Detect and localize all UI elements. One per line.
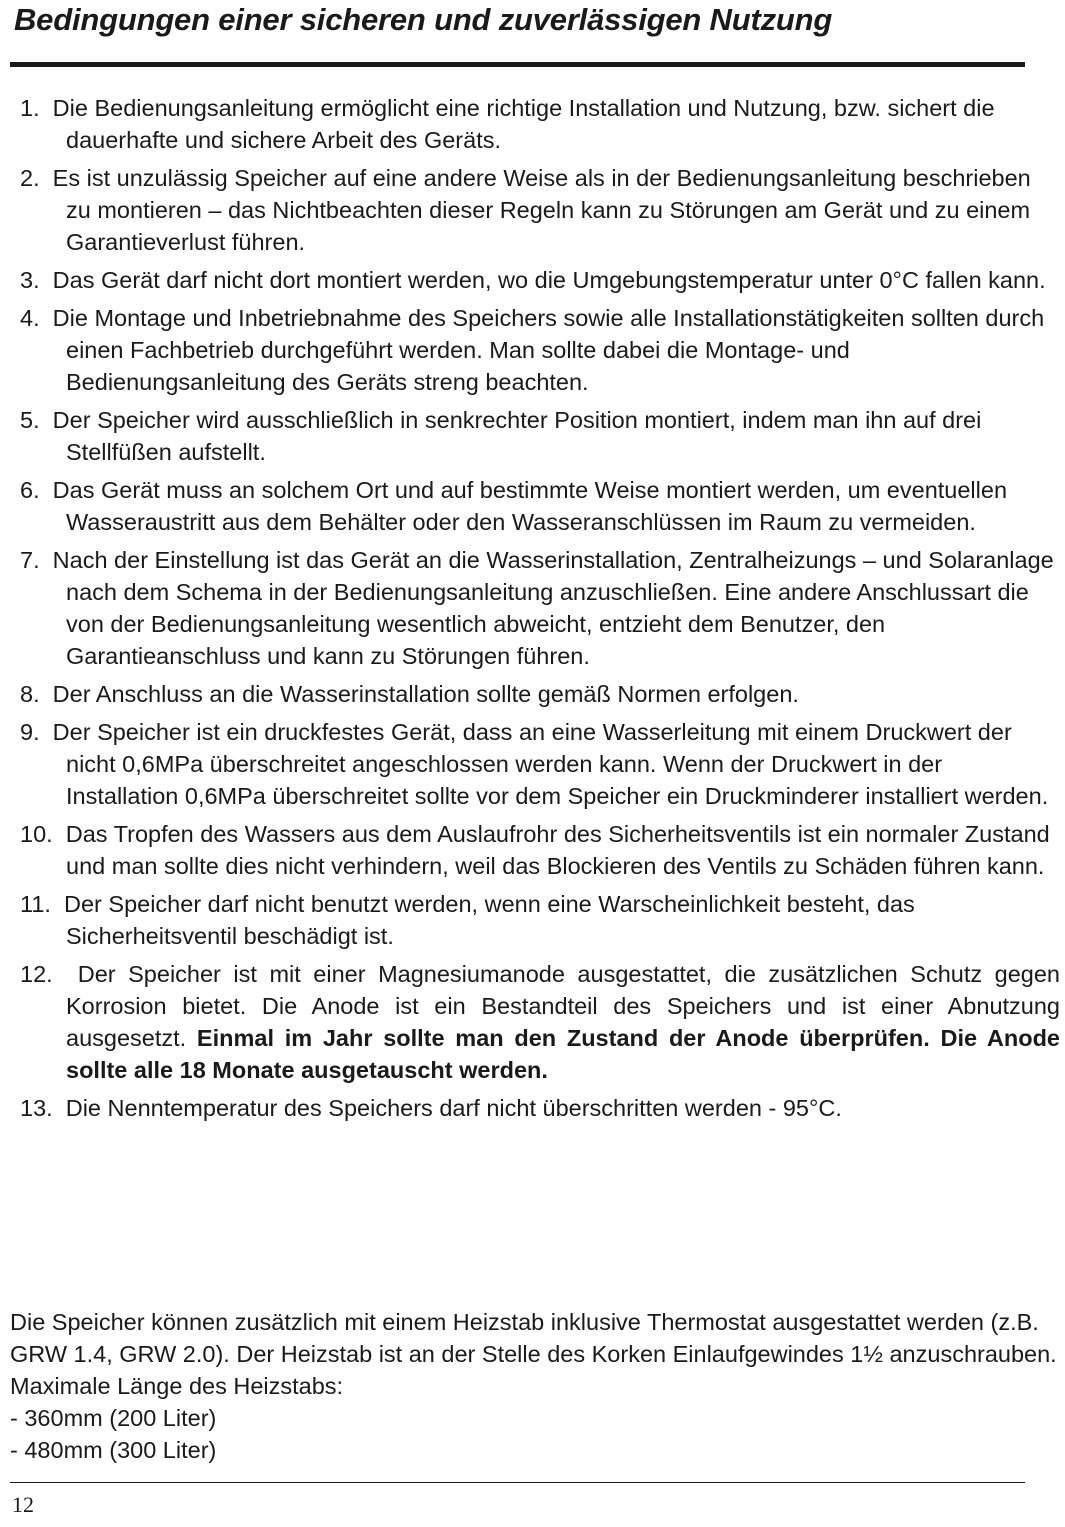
rule-item-8 xyxy=(10,678,1060,710)
heating-rod-paragraph: Die Speicher können zusätzlich mit einem Heizstab inklusive Thermostat ausgestattet werden (z.B. GRW 1.4, GRW 2.0). Der Heizstab ist an der Stelle des Korken Einlaufgewindes 1½ anzuschrauben. Maximale Länge des Heizstabs: xyxy=(10,1309,1057,1399)
rule-item-10 xyxy=(10,818,1060,882)
rule-number: 1. xyxy=(20,95,40,121)
length-item-200: - 360mm (200 Liter) xyxy=(10,1405,217,1431)
rule-item-5 xyxy=(10,404,1060,468)
page-title: Bedingungen einer sicheren und zuverlässigen Nutzung xyxy=(14,2,833,37)
footer-divider xyxy=(10,1482,1025,1483)
rule-number: 8. xyxy=(20,681,40,707)
rule-number: 9. xyxy=(20,719,40,745)
rule-number: 7. xyxy=(20,547,40,573)
rule-item-13 xyxy=(10,1092,1060,1124)
rule-text: Das Gerät muss an solchem Ort und auf bestimmte Weise montiert werden, um eventuellen Wasseraustritt aus dem Behälter oder den Wasseranschlüssen im Raum zu vermeiden. xyxy=(52,477,1008,535)
rule-text: Der Speicher darf nicht benutzt werden, wenn eine Warscheinlichkeit besteht, das Sicherheitsventil beschädigt ist. xyxy=(64,891,915,949)
rule-text: Es ist unzulässig Speicher auf eine andere Weise als in der Bedienungsanleitung beschrieben zu montieren – das Nichtbeachten dieser Regeln kann zu Störungen am Gerät und zu einem Garantieverlust führen. xyxy=(52,165,1031,255)
rule-item-1 xyxy=(10,92,1060,156)
rule-number: 5. xyxy=(20,407,40,433)
rule-number: 6. xyxy=(20,477,40,503)
rule-text: Der Speicher wird ausschließlich in senkrechter Position montiert, indem man ihn auf drei Stellfüßen aufstellt. xyxy=(52,407,982,465)
rule-number: 12. xyxy=(20,961,53,987)
rule-item-12 xyxy=(10,958,1060,1086)
safety-rules-list xyxy=(10,92,1060,1130)
heating-rod-note xyxy=(10,1306,1060,1466)
rule-text: Die Montage und Inbetriebnahme des Speichers sowie alle Installationstätigkeiten sollten durch einen Fachbetrieb durchgeführt werden. Man sollte dabei die Montage- und Bedienungsanleitung des Geräts streng beachten. xyxy=(52,305,1045,395)
rule-number: 4. xyxy=(20,305,40,331)
page-number: 12 xyxy=(12,1492,34,1517)
rule-item-4 xyxy=(10,302,1060,398)
length-item-300: - 480mm (300 Liter) xyxy=(10,1437,217,1463)
rule-number: 11. xyxy=(20,891,51,917)
rule-text: Die Bedienungsanleitung ermöglicht eine richtige Installation und Nutzung, bzw. sichert die dauerhafte und sichere Arbeit des Geräts. xyxy=(52,95,995,153)
rule-item-3 xyxy=(10,264,1060,296)
rule-text: Der Speicher ist ein druckfestes Gerät, dass an eine Wasserleitung mit einem Druckwert der nicht 0,6MPa überschreitet angeschlossen werden kann. Wenn der Druckwert in der Installation 0,6MPa überschreitet sollte vor dem Speicher ein Druckminderer installiert werden. xyxy=(52,719,1049,809)
rule-emphasis-text: Einmal im Jahr sollte man den Zustand der Anode überprüfen. Die Anode sollte alle 18 Monate ausgetauscht werden. xyxy=(66,1025,1060,1083)
rule-number: 3. xyxy=(20,267,40,293)
rule-number: 13. xyxy=(20,1095,53,1121)
rule-text: Das Tropfen des Wassers aus dem Auslaufrohr des Sicherheitsventils ist ein normaler Zustand und man sollte dies nicht verhindern, weil das Blockieren des Ventils zu Schäden führen kann. xyxy=(65,821,1050,879)
rule-text: Der Speicher ist mit einer Magnesiumanode ausgestattet, die zusätzlichen Schutz gegen Korrosion bietet. Die Anode ist ein Bestandteil des Speichers und ist einer Abnutzung ausgesetzt. xyxy=(66,961,1060,1051)
rule-text: Der Anschluss an die Wasserinstallation sollte gemäß Normen erfolgen. xyxy=(52,681,799,707)
rule-text: Das Gerät darf nicht dort montiert werden, wo die Umgebungstemperatur unter 0°C fallen kann. xyxy=(52,267,1046,293)
rule-item-7 xyxy=(10,544,1060,672)
rule-item-6 xyxy=(10,474,1060,538)
rule-number: 10. xyxy=(20,821,53,847)
rule-text: Die Nenntemperatur des Speichers darf nicht überschritten werden - 95°C. xyxy=(65,1095,842,1121)
title-divider xyxy=(10,62,1025,67)
rule-number: 2. xyxy=(20,165,40,191)
rule-text: Nach der Einstellung ist das Gerät an die Wasserinstallation, Zentralheizungs – und Solaranlage nach dem Schema in der Bedienungsanleitung anzuschließen. Eine andere Anschlussart die von der Bedienungsanleitung wesentlich abweicht, entzieht dem Benutzer, den Garantieanschluss und kann zu Störungen führen. xyxy=(52,547,1054,669)
rule-item-9 xyxy=(10,716,1060,812)
rule-item-2 xyxy=(10,162,1060,258)
rule-item-11 xyxy=(10,888,1060,952)
